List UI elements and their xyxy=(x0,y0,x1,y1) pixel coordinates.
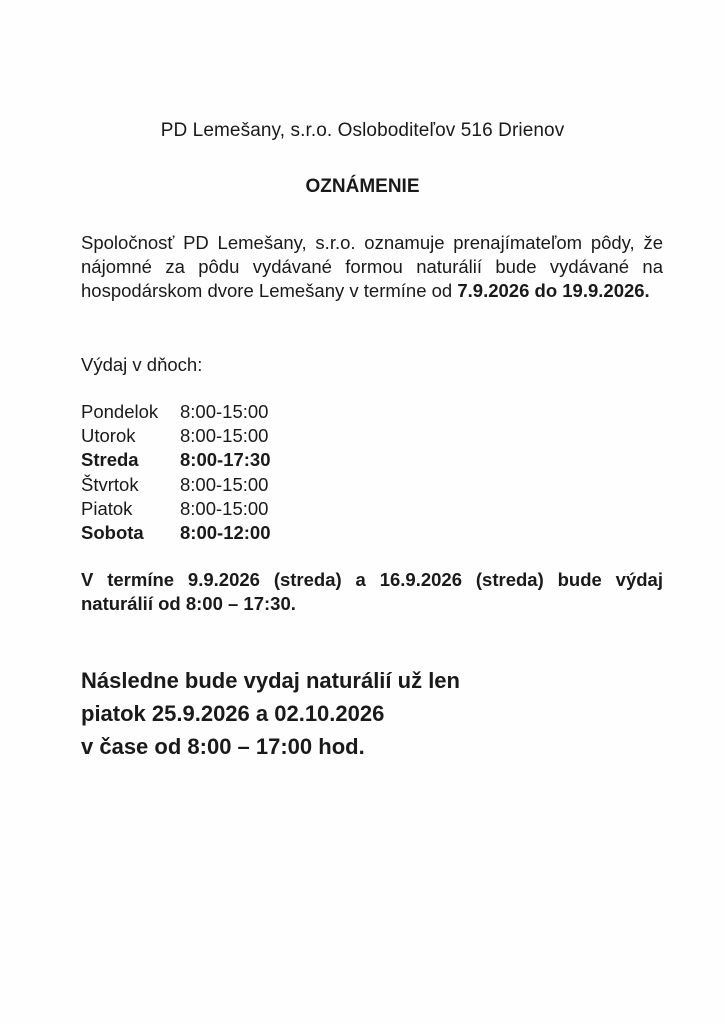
schedule-day: Streda xyxy=(81,449,139,471)
schedule-day: Štvrtok xyxy=(81,473,139,495)
termine-note: V termíne 9.9.2026 (streda) a 16.9.2026 (streda) bude výdaj naturálií od 8:00 – 17:30. xyxy=(81,569,663,614)
schedule-day: Piatok xyxy=(81,497,133,519)
schedule-day: Sobota xyxy=(81,522,144,544)
schedule-hours: 8:00-17:30 xyxy=(180,449,271,471)
following-notice xyxy=(81,664,460,763)
company-header: PD Lemešany, s.r.o. Osloboditeľov 516 Drienov xyxy=(160,120,565,141)
schedule-row-piatok xyxy=(81,497,271,521)
following-line-1: Následne bude vydaj naturálií už len xyxy=(81,668,460,693)
schedule-label: Výdaj v dňoch: xyxy=(81,354,203,375)
schedule-row-streda xyxy=(81,448,271,472)
schedule-row-utorok xyxy=(81,424,271,448)
schedule-row-stvrtok xyxy=(81,473,271,497)
schedule-table xyxy=(81,400,271,545)
schedule-day: Pondelok xyxy=(81,401,159,422)
schedule-hours: 8:00-12:00 xyxy=(180,522,271,544)
following-line-3: v čase od 8:00 – 17:00 hod. xyxy=(81,734,365,759)
schedule-hours: 8:00-15:00 xyxy=(180,497,269,519)
schedule-hours: 8:00-15:00 xyxy=(180,473,269,495)
schedule-day: Utorok xyxy=(81,425,136,447)
following-line-2: piatok 25.9.2026 a 02.10.2026 xyxy=(81,701,385,726)
intro-paragraph xyxy=(81,231,663,303)
notice-title: OZNÁMENIE xyxy=(305,176,420,197)
schedule-hours: 8:00-15:00 xyxy=(180,401,269,422)
schedule-row-sobota xyxy=(81,521,271,545)
schedule-hours: 8:00-15:00 xyxy=(180,425,269,447)
intro-text: Spoločnosť PD Lemešany, s.r.o. oznamuje prenajímateľom pôdy, že nájomné za pôdu vydávané formou naturálií bude vydávané na hospodárskom dvore Lemešany v termíne od xyxy=(81,232,663,301)
schedule-row-pondelok xyxy=(81,400,271,424)
intro-dates: 7.9.2026 do 19.9.2026. xyxy=(457,280,650,301)
